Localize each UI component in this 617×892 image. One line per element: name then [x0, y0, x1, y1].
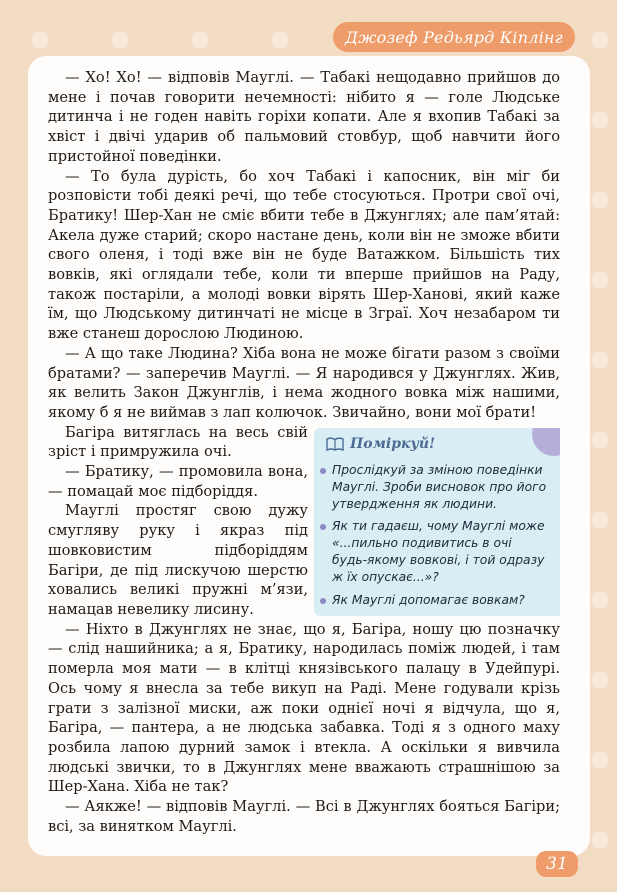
think-box-title-text: Поміркуй! — [350, 436, 436, 452]
question-item: Як ти гадаєш, чому Мауглі може «...пильно подивитись в очі будь-якому вовкові, і той одразу ж їх опускає...»? — [324, 518, 548, 585]
question-item: Прослідкуй за зміною поведінки Мауглі. Зроби висновок про його утвердження як людини. — [324, 462, 548, 512]
question-item: Як Мауглі допомагає вовкам? — [324, 592, 548, 609]
paragraph: — Ніхто в Джунглях не знає, що я, Багіра, ношу цю позначку — слід нашийника; а я, Братику, народилась поміж людей, і там померла моя мати — в клітці князівського палацу в Удейпурі. Ось чому я внесла за тебе викуп на Раді. Мене годували крізь грати з залізної миски, аж поки однієї ночі я відчула, що я, Багіра, — пантера, а не людська забавка. Тоді я з одного маху розбила лапою дурний замок і втекла. А оскільки я вивчила людські звички, то в Джунглях мене вважають страшнішою за Шер-Хана. Хіба не так? — [48, 620, 560, 796]
page-number: 31 — [536, 851, 578, 877]
paragraph: — Аякже! — відповів Мауглі. — Всі в Джунглях бояться Багіри; всі, за винятком Мауглі. — [48, 798, 560, 835]
paragraph: — А що таке Людина? Хіба вона не може бігати разом з своїми братами? — заперечив Мауглі. — Я народився у Джунглях. Жив, як велить Закон Джунглів, і нема жодного вовка між нашими, якому б я не виймав з лап колючок. Звичайно, вони мої брати! — [48, 344, 560, 421]
paragraph: Мауглі простяг свою дужу смугляву руку і якраз під шовковистим підборіддям Багіри, де під лискучою шерстю ховались великі пружні м’язи, намацав невелику лисину. — [48, 502, 308, 618]
paragraph: — То була дурість, бо хоч Табакі і капосник, він міг би розповісти тобі деякі речі, що тебе стосуються. Протри свої очі, Братику! Шер-Хан не сміє вбити тебе в Джунглях; але пам’ятай: Акела дуже старий; скоро настане день, коли він не зможе вбити свого оленя, і тоді вже він не буде Ватажком. Більшість тих вовків, які оглядали тебе, коли ти вперше прийшов на Раду, також постаріли, а молоді вовки вірять Шер-Ханові, який каже їм, що Людському дитинчаті не місце в Зграї. Хоч незабаром ти вже станеш дорослою Людиною. — [48, 167, 560, 343]
paragraph: Багіра витяглась на весь свій зріст і примружила очі. — [48, 423, 308, 461]
story-text — [48, 68, 560, 836]
author-header: Джозеф Редьярд Кіплінг — [333, 22, 575, 52]
paragraph: — Братику, — промовила вона, — помацай моє підборіддя. — [48, 463, 308, 500]
paragraph: — Хо! Хо! — відповів Мауглі. — Табакі нещодавно прийшов до мене і почав говорити нечемності: нібито я — голе Людське дитинча і не годен навіть горіхи копати. Але я вхопив Табакі за хвіст і двічі ударив об пальмовий стовбур, щоб навчити його пристойної поведінки. — [48, 69, 560, 165]
